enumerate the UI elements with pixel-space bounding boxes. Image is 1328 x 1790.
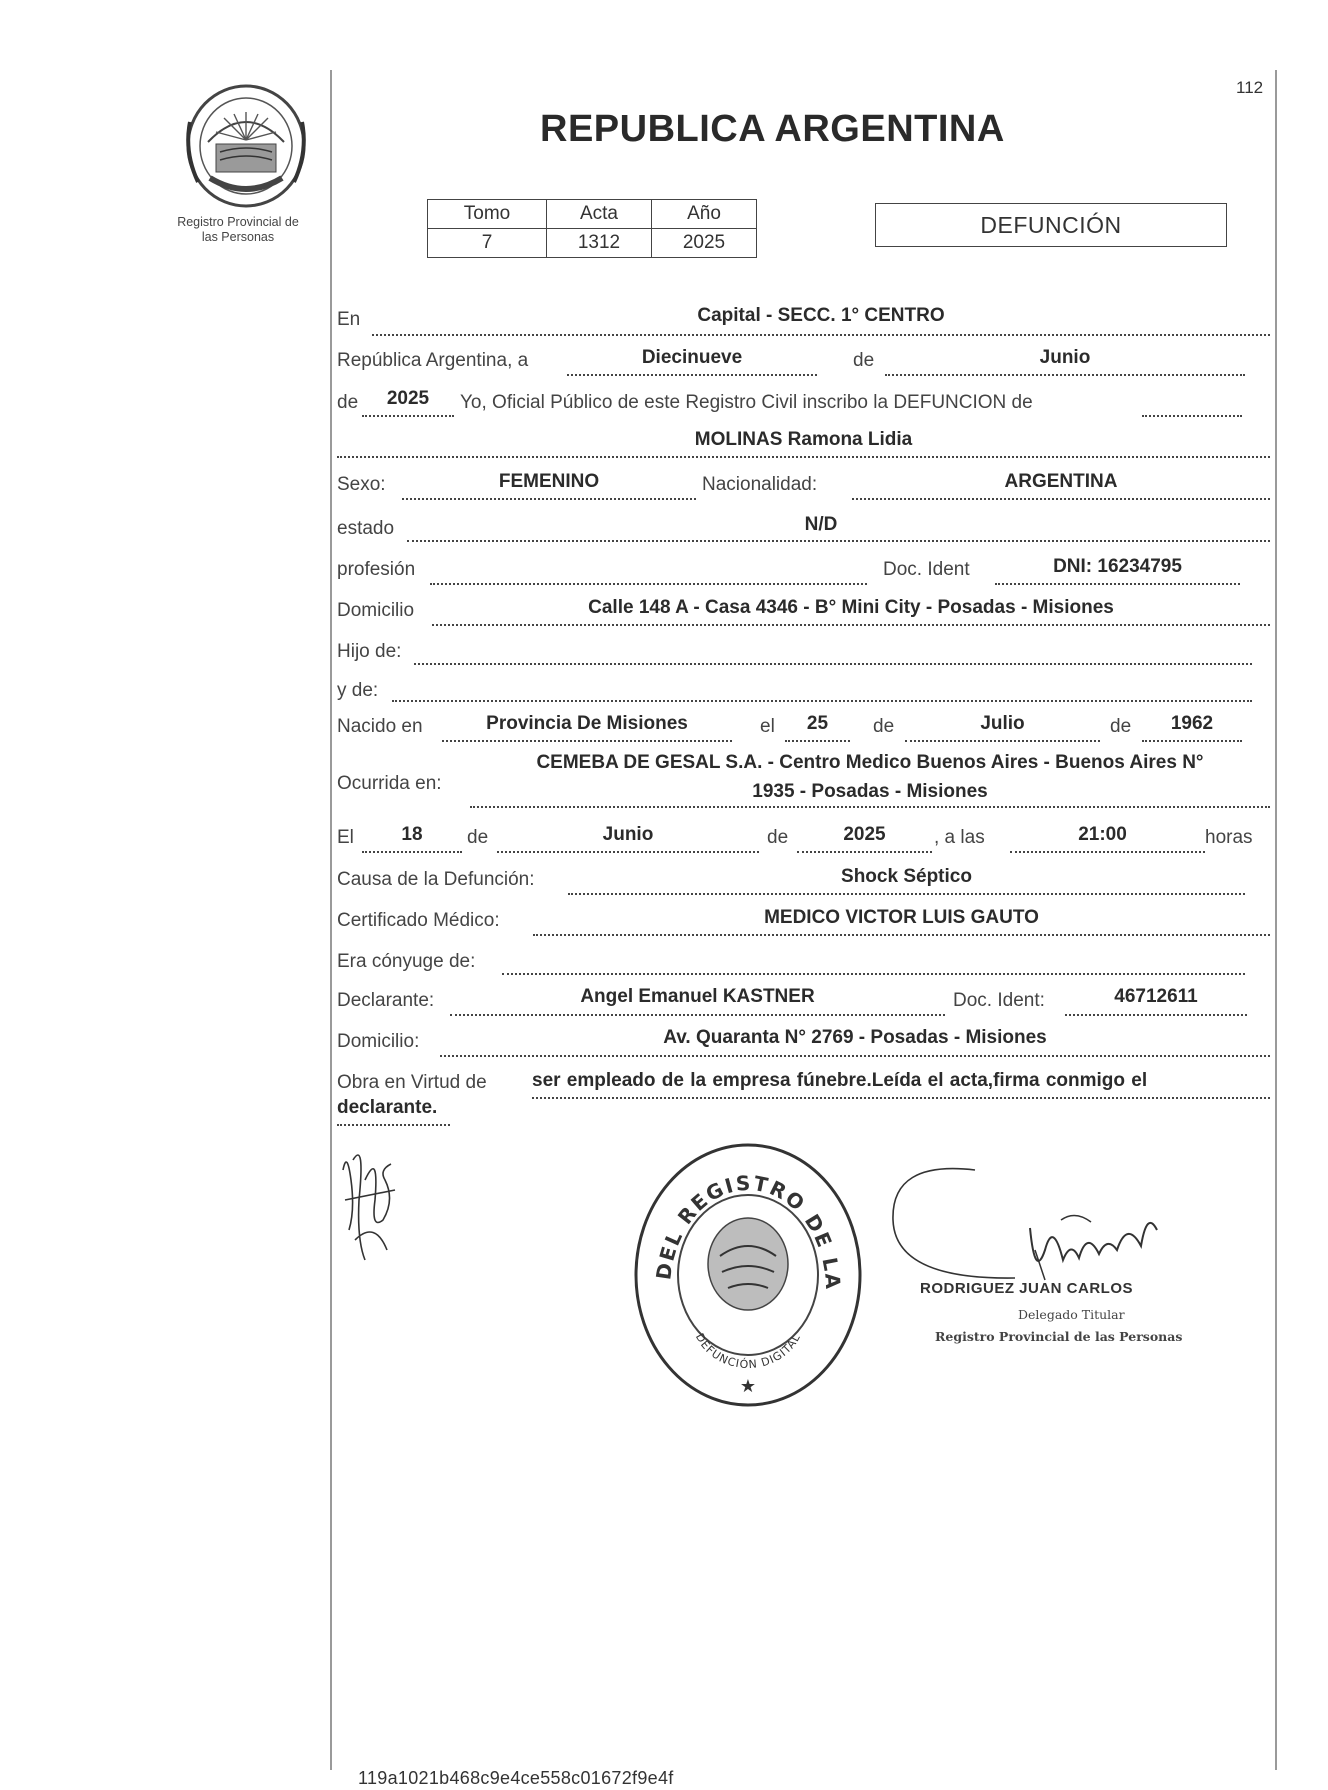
obra-line-2-dots bbox=[337, 1124, 450, 1126]
causa-label: Causa de la Defunción: bbox=[337, 869, 535, 890]
month-value: Junio bbox=[1039, 347, 1091, 368]
estado-line bbox=[407, 540, 1270, 542]
obra-line-1-dots bbox=[532, 1097, 1270, 1099]
obra-label: Obra en Virtud de bbox=[337, 1072, 487, 1093]
logo-caption bbox=[150, 215, 326, 245]
obra-line-1: ser empleado de la empresa fúnebre.Leída el acta,firma conmigo el bbox=[532, 1070, 1148, 1091]
domicilio-value: Calle 148 A - Casa 4346 - B° Mini City - Posadas - Misiones bbox=[588, 597, 1114, 618]
day-line bbox=[567, 374, 817, 376]
conyuge-label: Era cónyuge de: bbox=[337, 951, 476, 972]
certificado-line bbox=[533, 934, 1270, 936]
ocurrida-label: Ocurrida en: bbox=[337, 773, 442, 794]
death-year-de-label: de bbox=[767, 827, 789, 848]
sexo-value: FEMENINO bbox=[498, 471, 600, 492]
statement-line bbox=[1142, 415, 1242, 417]
logo-caption-line-1: Registro Provincial de bbox=[177, 215, 299, 229]
official-signature bbox=[885, 1150, 1185, 1300]
svg-text:★: ★ bbox=[739, 1376, 757, 1397]
ocurrida-line-1: CEMEBA DE GESAL S.A. - Centro Medico Buenos Aires - Buenos Aires N° bbox=[536, 752, 1204, 773]
nacido-value: Provincia De Misiones bbox=[486, 713, 688, 734]
declarante-domicilio-value: Av. Quaranta N° 2769 - Posadas - Misiones bbox=[663, 1027, 1047, 1048]
right-margin-line bbox=[1275, 70, 1277, 1770]
nacido-label: Nacido en bbox=[337, 716, 423, 737]
death-year-value: 2025 bbox=[843, 824, 886, 845]
month-de-label: de bbox=[853, 350, 875, 371]
ocurrida-line bbox=[470, 806, 1270, 808]
ocurrida-line-2: 1935 - Posadas - Misiones bbox=[752, 781, 988, 802]
yde-label: y de: bbox=[337, 680, 379, 701]
day-value: Diecinueve bbox=[641, 347, 743, 368]
declarante-value: Angel Emanuel KASTNER bbox=[580, 986, 815, 1007]
declarante-line bbox=[450, 1014, 945, 1016]
profesion-line bbox=[430, 583, 867, 585]
death-el-label: El bbox=[337, 827, 354, 848]
death-time-line bbox=[1010, 851, 1205, 853]
estado-label: estado bbox=[337, 518, 395, 539]
death-month-value: Junio bbox=[602, 824, 654, 845]
death-day-line bbox=[362, 851, 462, 853]
declarante-domicilio-line bbox=[440, 1055, 1270, 1057]
document-hash: 119a1021b468c9e4ce558c01672f9e4f bbox=[358, 1768, 674, 1788]
domicilio-line bbox=[432, 624, 1270, 626]
registry-value-acta: 1312 bbox=[547, 229, 652, 258]
year-value: 2025 bbox=[386, 388, 430, 409]
birth-day-line bbox=[785, 740, 850, 742]
declarante-doc-value: 46712611 bbox=[1114, 986, 1198, 1007]
statement-text: Yo, Oficial Público de este Registro Civil inscribo la DEFUNCION de bbox=[460, 392, 1033, 413]
alas-label: , a las bbox=[934, 827, 985, 848]
declarante-doc-label: Doc. Ident: bbox=[953, 990, 1045, 1011]
profesion-label: profesión bbox=[337, 559, 416, 580]
birth-month-line bbox=[905, 740, 1100, 742]
hijo-label: Hijo de: bbox=[337, 641, 402, 662]
causa-line bbox=[568, 893, 1245, 895]
republica-label: República Argentina, a bbox=[337, 350, 529, 371]
yde-line bbox=[392, 700, 1252, 702]
document-type-box: DEFUNCIÓN bbox=[875, 203, 1227, 247]
doc-ident-line bbox=[995, 583, 1240, 585]
doc-ident-value: DNI: 16234795 bbox=[1053, 556, 1182, 577]
left-margin-line bbox=[330, 70, 332, 1770]
logo-caption-line-2: las Personas bbox=[201, 230, 275, 244]
registry-header-row bbox=[428, 200, 757, 229]
sexo-line bbox=[402, 498, 696, 500]
death-year-line bbox=[797, 851, 932, 853]
birth-year-value: 1962 bbox=[1170, 713, 1214, 734]
declarante-domicilio-label: Domicilio: bbox=[337, 1031, 420, 1052]
page-number: 112 bbox=[1236, 78, 1264, 97]
official-office: Registro Provincial de las Personas bbox=[935, 1329, 1183, 1344]
deceased-name-line bbox=[337, 456, 1270, 458]
nacionalidad-label: Nacionalidad: bbox=[702, 474, 818, 495]
en-value: Capital - SECC. 1° CENTRO bbox=[697, 305, 945, 326]
birth-day-value: 25 bbox=[806, 713, 829, 734]
registry-header-tomo: Tomo bbox=[428, 200, 547, 229]
seal-inner-text: DEFUNCIÓN DIGITAL bbox=[692, 1331, 804, 1372]
year-line bbox=[362, 415, 454, 417]
month-line bbox=[885, 374, 1245, 376]
death-day-value: 18 bbox=[401, 824, 423, 845]
estado-value: N/D bbox=[804, 514, 838, 535]
domicilio-label: Domicilio bbox=[337, 600, 415, 621]
registry-table bbox=[427, 199, 757, 258]
sexo-label: Sexo: bbox=[337, 474, 386, 495]
declarant-signature bbox=[335, 1140, 415, 1280]
nacido-line bbox=[442, 740, 732, 742]
death-month-line bbox=[497, 851, 759, 853]
deceased-name: MOLINAS Ramona Lidia bbox=[694, 429, 913, 450]
conyuge-line bbox=[502, 973, 1245, 975]
declarante-label: Declarante: bbox=[337, 990, 435, 1011]
province-coat-of-arms-logo bbox=[180, 82, 312, 210]
death-time-value: 21:00 bbox=[1078, 824, 1127, 845]
registry-header-ano: Año bbox=[652, 200, 757, 229]
en-label: En bbox=[337, 309, 361, 330]
nacionalidad-line bbox=[852, 498, 1270, 500]
death-month-de-label: de bbox=[467, 827, 489, 848]
registry-value-ano: 2025 bbox=[652, 229, 757, 258]
birth-month-value: Julio bbox=[980, 713, 1025, 734]
registry-value-row bbox=[428, 229, 757, 258]
official-name: RODRIGUEZ JUAN CARLOS bbox=[920, 1280, 1134, 1297]
birth-year-line bbox=[1142, 740, 1242, 742]
page-title: REPUBLICA ARGENTINA bbox=[540, 108, 1005, 150]
registry-official-seal bbox=[630, 1140, 866, 1410]
birth-month-de-label: de bbox=[873, 716, 895, 737]
official-role: Delegado Titular bbox=[1018, 1307, 1125, 1322]
declarante-doc-line bbox=[1065, 1014, 1247, 1016]
en-line bbox=[372, 334, 1270, 336]
seal-outer-text: DEL REGISTRO DE LA bbox=[651, 1170, 846, 1292]
certificado-value: MEDICO VICTOR LUIS GAUTO bbox=[764, 907, 1039, 928]
registry-header-acta: Acta bbox=[547, 200, 652, 229]
certificado-label: Certificado Médico: bbox=[337, 910, 500, 931]
hijo-line bbox=[414, 663, 1252, 665]
registry-value-tomo: 7 bbox=[428, 229, 547, 258]
year-de-label: de bbox=[337, 392, 359, 413]
doc-ident-label: Doc. Ident bbox=[883, 559, 970, 580]
causa-value: Shock Séptico bbox=[841, 866, 972, 887]
horas-label: horas bbox=[1205, 827, 1253, 848]
obra-line-2: declarante. bbox=[337, 1097, 438, 1118]
birth-year-de-label: de bbox=[1110, 716, 1132, 737]
nacionalidad-value: ARGENTINA bbox=[1004, 471, 1118, 492]
birth-el-label: el bbox=[760, 716, 775, 737]
